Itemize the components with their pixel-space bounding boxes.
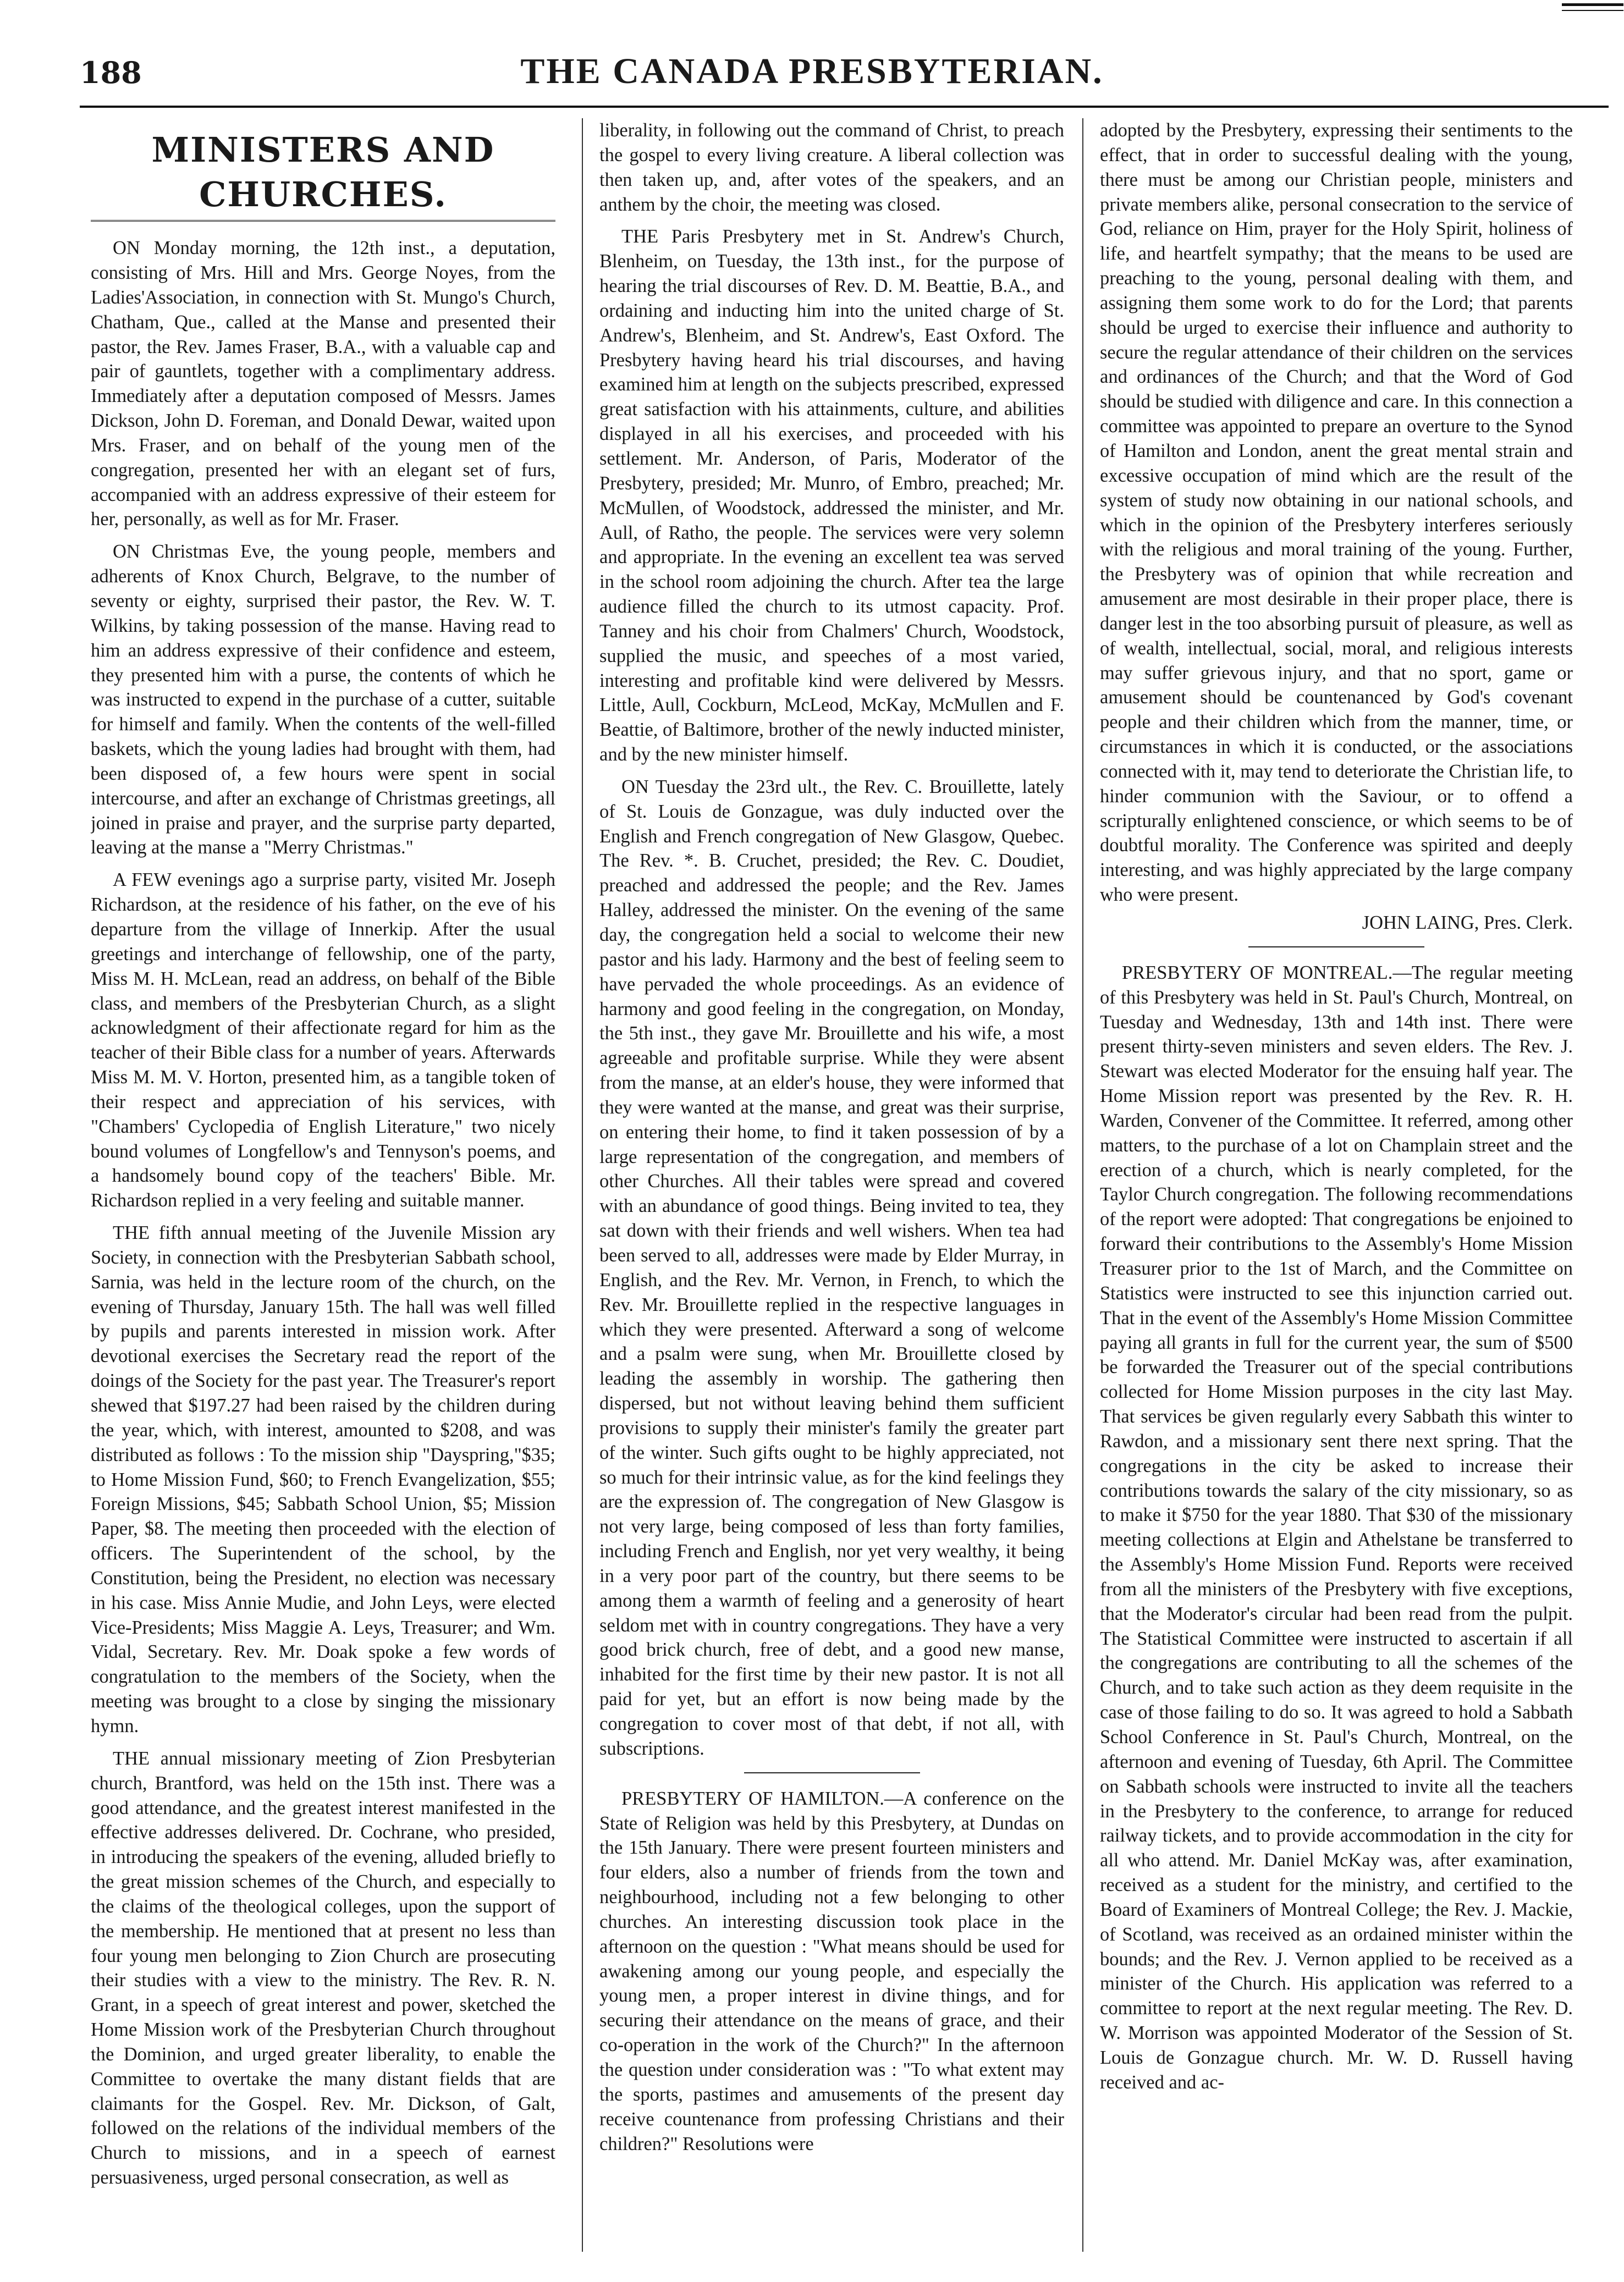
paragraph: THE Paris Presbytery met in St. Andrew's Church, Blenheim, on Tuesday, the 13th inst., for the purpose of hearing the trial discourses of Rev. D. M. Beattie, B.A., and ordaining and inducting him into the united charge of St. Andrew's, Blenheim, and St. Andrew's, East Oxford. The Presbytery having heard his trial discourses, and having examined him at length on the subjects prescribed, expressed great satisfaction with his attainments, culture, and abilities displayed in all his exercises, and proceeded with his settlement. Mr. Anderson, of Paris, Moderator of the Presbytery, presided; Mr. Munro, of Embro, preached; Mr. McMullen, of Woodstock, addressed the minister, and Mr. Aull, of Ratho, the people. The services were very solemn and appropriate. In the evening an excellent tea was served in the school room adjoining the church. After tea the large audience filled the church to its utmost capacity. Prof. Tanney and his choir from Chalmers' Church, Woodstock, supplied the music, and speeches of a most varied, interesting and profitable kind were delivered by Messrs. Little, Aull, Cockburn, McLeod, McKay, McMullen and F. Beattie, of Baltimore, brother of the newly inducted minister, and by the new minister himself.	[599, 226, 1064, 765]
paragraph: PRESBYTERY OF MONTREAL.—The regular meeting of this Presbytery was held in St. Paul's Church, Montreal, on Tuesday and Wednesday, 13th and 14th inst. There were present thirty-seven ministers and seven elders. The Rev. J. Stewart was elected Moderator for the ensuing half year. The Home Mission report was presented by the Rev. R. H. Warden, Convener of the Committee. It referred, among other matters, to the purchase of a lot on Champlain street and the erection of a church, which is nearly completed, for the Taylor Church congregation. The following recommendations of the report were adopted: That congregations be enjoined to forward their contributions to the Assembly's Home Mission Treasurer prior to the 1st of March, and the Committee on Statistics were instructed to see this injunction carried out. That in the event of the Assembly's Home Mission Committee paying all grants in full for the current year, the sum of $500 be forwarded the Treasurer out of the special contributions collected for Home Mission purposes in the city last May. That services be given regularly every Sabbath this winter to Rawdon, and a missionary sent there next spring. That the congregations in the city be asked to increase their contributions towards the salary of the city missionary, so as to make it $750 for the year 1880. That $30 of the missionary meeting collections at Elgin and Athelstane be transferred to the Assembly's Home Mission Fund. Reports were received from all the ministers of the Presbytery with five exceptions, that the Moderator's circular had been read from the pulpit. The Statistical Committee were instructed to ascertain if all the congregations are contributing to all the schemes of the Church, and to take such action as they deem requisite in the case of those failing to do so. It was agreed to hold a Sabbath School Conference in St. Paul's Church, Montreal, on the afternoon and evening of Tuesday, 6th April. The Committee on Sabbath schools were instructed to invite all the teachers in the Presbytery to the conference, to arrange for reduced railway tickets, and to provide accommodation in the city for all who attend. Mr. Daniel McKay was, after examination, received as a student for the ministry, and certified to the Board of Examiners of Montreal College; the Rev. J. Mackie, of Scotland, was received as an ordained minister within the bounds; and the Rev. J. Vernon applied to be received as a minister of the Church. His application was referred to a committee to report at the next regular meeting. The Rev. D. W. Morrison was appointed Moderator of the Session of St. Louis de Gonzague church. Mr. W. D. Russell having received and ac-	[1100, 962, 1573, 2093]
paragraph: adopted by the Presbytery, expressing their sentiments to the effect, that in order to successful dealing with the young, there must be among our Christian people, ministers and private members alike, personal consecration to the service of God, reliance on Him, prayer for the Holy Spirit, holiness of life, and heartfelt sympathy; that the means to be used are preaching to the young, personal dealing with them, and assigning them some work to do for the Lord; that parents should be urged to exercise their influence and authority to secure the regular attendance of their children on the services and ordinances of the Church; and that the Word of God should be studied with diligence and care. In this connection a committee was appointed to prepare an overture to the Synod of Hamilton and London, anent the great mental strain and excessive occupation of mind which are the result of the system of study now obtaining in our national schools, and which in the opinion of the Presbytery interferes seriously with the religious and moral training of the young. Further, the Presbytery was of opinion that while recreation and amusement are most desirable in their proper place, there is danger lest in the too absorbing pursuit of pleasure, as well as of wealth, intellectual, social, moral, and religious interests may suffer grievous injury, and that no sport, game or amusement should be countenanced by God's covenant people and their children which from the manner, time, or circumstances in which it is conducted, or the associations connected with it, may tend to deteriorate the Christian life, to hinder communion with the Saviour, or to offend a scripturally enlightened conscience, or which seems to be of doubtful morality. The Conference was spirited and deeply interesting, and was highly appreciated by the large company who were present.	[1100, 120, 1573, 906]
top-rule-thin	[1562, 10, 1623, 11]
paragraph: ON Tuesday the 23rd ult., the Rev. C. Brouillette, lately of St. Louis de Gonzague, was duly inducted over the English and French congregation of New Glasgow, Quebec. The Rev. *. B. Cruchet, presided; the Rev. C. Doudiet, preached and addressed the people; and the Rev. James Halley, addressed the minister. On the evening of the same day, the congregation held a social to welcome their new pastor and his lady. Harmony and the best of feeling seem to have pervaded the whole proceedings. As an evidence of harmony and good feeling in the congregation, on Monday, the 5th inst., they gave Mr. Brouillette and his wife, a most agreeable and profitable surprise. While they were absent from the manse, at an elder's house, they were informed that they were wanted at the manse, and great was their surprise, on entering their home, to find it taken possession of by a large representation of the congregation, and members of other Churches. All their tables were spread and covered with an abundance of good things. Being invited to tea, they sat down with their friends and well wishers. When tea had been served to all, addresses were made by Elder Murray, in English, and the Rev. Mr. Vernon, in French, to which the Rev. Mr. Brouillette replied in the respective languages in which they were presented. Afterward a song of welcome and a psalm were sung, when Mr. Brouillette closed by leading the assembly in worship. The gathering then dispersed, but not without leaving behind them sufficient provisions to supply their minister's family the greater part of the winter. Such gifts ought to be highly appreciated, not so much for their intrinsic value, as for the kind feelings they are the expression of. The congregation of New Glasgow is not very large, being composed of less than forty families, including French and English, nor yet very wealthy, it being in a very poor part of the country, but there seems to be among them a warmth of feeling and a generosity of heart seldom met with in country congregations. They have a very good brick church, free of debt, and a good new manse, inhabited for the first time by their new pastor. It is not all paid for yet, but an effort is now being made by the congregation to cover most of that debt, if not all, with subscriptions.	[599, 776, 1064, 1759]
signature: JOHN LAING, Pres. Clerk.	[1362, 912, 1573, 933]
paragraph: PRESBYTERY OF HAMILTON.—A conference on the State of Religion was held by this Presbytery, at Dundas on the 15th January. There were present fourteen ministers and four elders, also a number of friends from the town and neighbourhood, including not a few belonging to other churches. An interesting discussion took place in the afternoon on the question : "What means should be used for awakening among our young people, and especially the young men, a proper interest in divine things, and for securing their attendance on the means of grace, and their co-operation in the work of the Church?" In the afternoon the question under consideration was : "To what extent may the sports, pastimes and amusements of the present day receive countenance from professing Christians and their children?" Resolutions were	[599, 1788, 1064, 2154]
paragraph: A FEW evenings ago a surprise party, visited Mr. Joseph Richardson, at the residence of his father, on the eve of his departure from the village of Innerkip. After the usual greetings and interchange of fellowship, one of the party, Miss M. H. McLean, read an address, on behalf of the Bible class, and members of the Presbyterian Church, as a slight acknowledgment of their affectionate regard for him as the teacher of their Bible class for a number of years. Afterwards Miss M. M. V. Horton, presented him, as a tangible token of their respect and appreciation of his services, with "Chambers' Cyclopedia of English Literature," two nicely bound volumes of Longfellow's and Tennyson's poems, and a handsomely bound copy of the teachers' Bible. Mr. Richardson replied in a very feeling and suitable manner.	[91, 869, 555, 1211]
article-divider	[1248, 946, 1424, 947]
paragraph: THE fifth annual meeting of the Juvenile Mission ary Society, in connection with the Presbyterian Sabbath school, Sarnia, was held in the lecture room of the church, on the evening of Thursday, January 15th. The hall was well filled by pupils and parents interested in mission work. After devotional exercises the Secretary read the report of the doings of the Society for the past year. The Treasurer's report shewed that $197.27 had been raised by the children during the year, which, with interest, amounted to $208, and was distributed as follows : To the mission ship "Dayspring,"$35; to Home Mission Fund, $60; to French Evangelization, $55; Foreign Missions, $45; Sabbath School Union, $5; Mission Paper, $8. The meeting then proceeded with the election of officers. The Superintendent of the school, by the Constitution, being the President, no election was necessary in his case. Miss Annie Mudie, and John Leys, were elected Vice-Presidents; Miss Maggie A. Leys, Treasurer; and Wm. Vidal, Secretary. Rev. Mr. Doak spoke a few words of congratulation to the members of the Society, when the meeting was brought to a close by singing the missionary hymn.	[91, 1222, 555, 1737]
article-divider	[744, 1772, 920, 1773]
column-1	[91, 118, 555, 2252]
paragraph: THE annual missionary meeting of Zion Presbyterian church, Brantford, was held on the 15th inst. There was a good attendance, and the greatest interest manifested in the effective addresses delivered. Dr. Cochrane, who presided, in introducing the speakers of the evening, alluded briefly to the great mission schemes of the Church, and especially to the claims of the theological colleges, upon the support of the membership. He mentioned that at present no less than four young men belonging to Zion Church are prosecuting their studies with a view to the ministry. The Rev. R. N. Grant, in a speech of great interest and power, sketched the Home Mission work of the Presbyterian Church throughout the Dominion, and urged greater liberality, to enable the Committee to overtake the many distant fields that are claimants for the Gospel. Rev. Mr. Dickson, of Galt, followed on the relations of the individual members of the Church to missions, and in a speech of earnest persuasiveness, urged personal consecration, as well as	[91, 1748, 555, 2189]
masthead-title: THE CANADA PRESBYTERIAN.	[520, 51, 1104, 91]
column-2	[599, 118, 1064, 2252]
paragraph: ON Christmas Eve, the young people, members and adherents of Knox Church, Belgrave, to the number of seventy or eighty, surprised their pastor, the Rev. W. T. Wilkins, by taking possession of the manse. Having read to him an address expressive of their confidence and esteem, they presented him with a purse, the contents of which he was instructed to expend in the purchase of a cutter, suitable for himself and family. When the contents of the well-filled baskets, which the young ladies had brought with them, had been disposed of, a few hours were spent in social intercourse, and after an exchange of Christmas greetings, all joined in praise and prayer, and the surprise party departed, leaving at the manse a "Merry Christmas."	[91, 541, 555, 858]
header-rule	[80, 106, 1609, 108]
paragraph: ON Monday morning, the 12th inst., a deputation, consisting of Mrs. Hill and Mrs. George Noyes, from the Ladies'Association, in connection with St. Mungo's Church, Chatham, Que., called at the Manse and presented their pastor, the Rev. James Fraser, B.A., with a valuable cap and pair of gauntlets, together with a complimentary address. Immediately after a deputation composed of Messrs. James Dickson, John D. Foreman, and Donald Dewar, waited upon Mrs. Fraser, and on behalf of the young men of the congregation, presented her with an elegant set of furs, accompanied with an address expressive of their esteem for her, personally, as well as for Mr. Fraser.	[91, 238, 555, 530]
top-rule	[1562, 3, 1623, 6]
column-rule	[1082, 118, 1083, 2252]
section-heading: MINISTERS AND CHURCHES.	[91, 128, 555, 222]
paragraph: liberality, in following out the command of Christ, to preach the gospel to every living creature. A liberal collection was then taken up, and, after votes of the speakers, and an anthem by the choir, the meeting was closed.	[599, 120, 1064, 215]
column-3	[1100, 118, 1573, 2252]
page-number: 188	[80, 55, 142, 90]
column-rule	[582, 118, 583, 2252]
